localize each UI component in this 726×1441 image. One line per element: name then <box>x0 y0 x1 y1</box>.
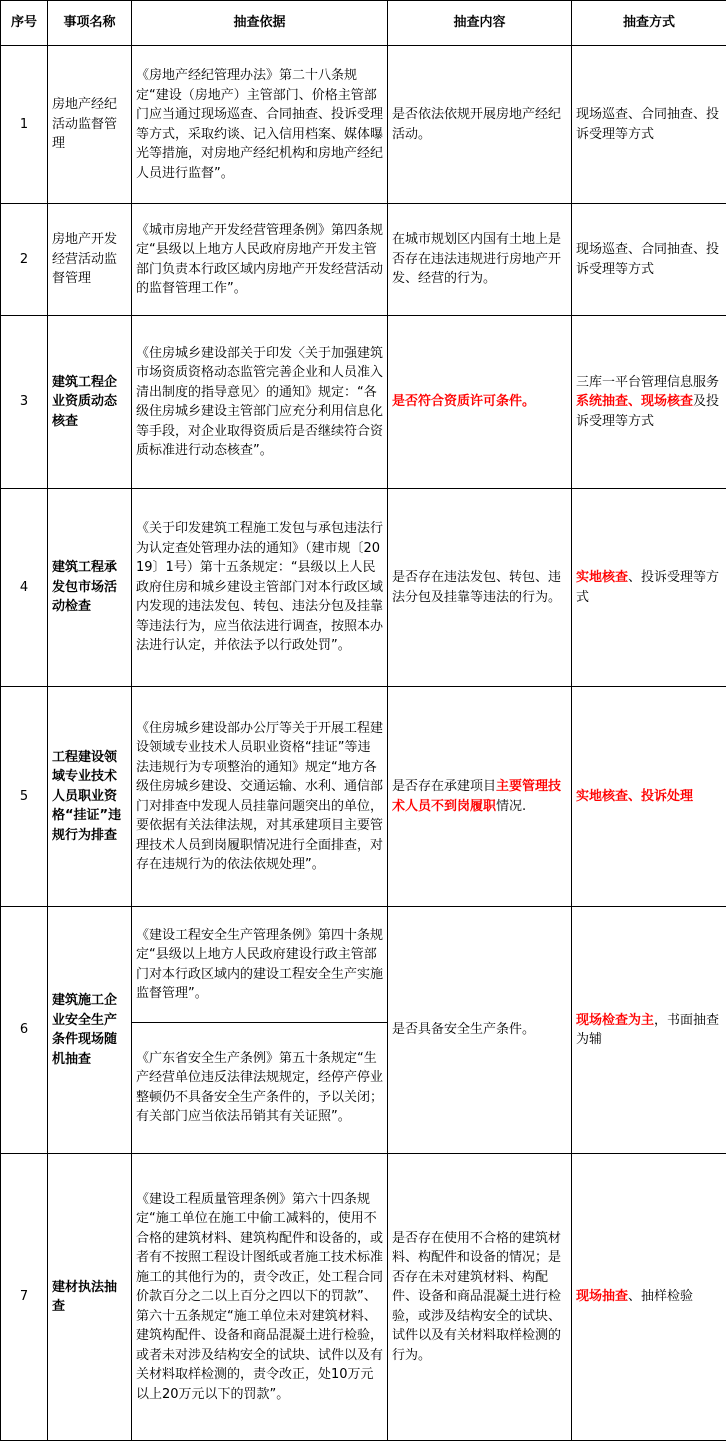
table-row <box>1 1154 726 1441</box>
row-method <box>572 907 726 1154</box>
row-name: 房地产经纪活动监督管理 <box>48 46 132 204</box>
row-no: 2 <box>1 204 48 316</box>
row-content <box>388 687 572 907</box>
row-no: 7 <box>1 1154 48 1441</box>
row-content: 是否具备安全生产条件。 <box>388 907 572 1154</box>
row-basis: 《住房城乡建设部关于印发〈关于加强建筑市场资质资格动态监管完善企业和人员准入清出制度的指导意见〉的通知》规定：“各级住房城乡建设主管部门应充分利用信息化等手段，对企业取得资质后是否继续符合资质标准进行动态核查”。 <box>132 316 388 489</box>
table-header-row <box>1 1 726 46</box>
method-text: 、抽样检验 <box>628 1289 694 1305</box>
row-no: 6 <box>1 907 48 1154</box>
table-row <box>1 46 726 204</box>
table-row <box>1 687 726 907</box>
table-row <box>1 204 726 316</box>
header-no: 序号 <box>1 1 48 46</box>
table-row <box>1 316 726 489</box>
method-highlight: 现场抽查 <box>576 1289 629 1305</box>
row-content: 是否符合资质许可条件。 <box>388 316 572 489</box>
row-name: 建筑工程企业资质动态核查 <box>48 316 132 489</box>
row-content: 是否存在违法发包、转包、违法分包及挂靠等违法的行为。 <box>388 489 572 687</box>
row-name: 建筑工程承发包市场活动检查 <box>48 489 132 687</box>
row-no: 4 <box>1 489 48 687</box>
row-content: 是否依法依规开展房地产经纪活动。 <box>388 46 572 204</box>
method-text: 、投诉受理等方式 <box>576 570 720 605</box>
content-highlight: 主要管理技术人员不到岗履职 <box>392 779 562 814</box>
header-content: 抽查内容 <box>388 1 572 46</box>
content-text: 是否存在承建项目 <box>392 779 497 794</box>
basis-top-text: 《建设工程安全生产管理条例》第四十条规定“县级以上地方人民政府建设行政主管部门对本行政区域内的建设工程安全生产实施监督管理”。 <box>136 927 384 1001</box>
header-basis: 抽查依据 <box>132 1 388 46</box>
row-no: 5 <box>1 687 48 907</box>
row-name: 建材执法抽查 <box>48 1154 132 1441</box>
row-name: 建筑施工企业安全生产条件现场随机抽查 <box>48 907 132 1154</box>
row-method: 实地核查、投诉处理 <box>572 687 726 907</box>
basis-bottom-text: 《广东省安全生产条例》第五十条规定“生产经营单位违反法律法规规定，经停产停业整顿仍不具备安全生产条件的，予以关闭；有关部门应当依法吊销其有关证照”。 <box>136 1050 384 1124</box>
row-no: 3 <box>1 316 48 489</box>
row-basis: 《房地产经纪管理办法》第二十八条规定“建设（房地产）主管部门、价格主管部门应当通过现场巡查、合同抽查、投诉受理等方式，采取约谈、记入信用档案、媒体曝光等措施，对房地产经纪机构和房地产经纪人员进行监督”。 <box>132 46 388 204</box>
row-content: 是否存在使用不合格的建筑材料、构配件和设备的情况；是否存在未对建筑材料、构配件、设备和商品混凝土进行检验，或涉及结构安全的试块、试件以及有关材料取样检测的行为。 <box>388 1154 572 1441</box>
content-text: 情况. <box>496 798 527 814</box>
basis-part-bottom <box>132 1023 387 1153</box>
row-basis <box>132 907 388 1154</box>
method-highlight: 现场检查为主 <box>576 1012 655 1028</box>
method-text: ，书面抽查为辅 <box>576 1012 720 1047</box>
method-highlight: 系统抽查、现场核查 <box>576 394 694 410</box>
row-content: 在城市规划区内国有土地上是否存在违法违规进行房地产开发、经营的行为。 <box>388 204 572 316</box>
header-name: 事项名称 <box>48 1 132 46</box>
row-method: 现场巡查、合同抽查、投诉受理等方式 <box>572 46 726 204</box>
row-name: 房地产开发经营活动监督管理 <box>48 204 132 316</box>
row-basis: 《住房城乡建设部办公厅等关于开展工程建设领域专业技术人员职业资格“挂证”等违法违规行为专项整治的通知》规定“地方各级住房城乡建设、交通运输、水利、通信部门对排查中发现人员挂靠问题突出的单位，要依据有关法律法规，对其承建项目主要管理技术人员到岗履职情况进行全面排查，对存在违规行为的依法依规处理”。 <box>132 687 388 907</box>
header-method: 抽查方式 <box>572 1 726 46</box>
basis-part-top <box>132 908 387 1023</box>
row-method <box>572 489 726 687</box>
table-row <box>1 489 726 687</box>
row-method <box>572 316 726 489</box>
method-highlight: 实地核查 <box>576 570 629 585</box>
row-basis: 《关于印发建筑工程施工发包与承包违法行为认定查处管理办法的通知》（建市规〔2019〕1号）第十五条规定：“县级以上人民政府住房和城乡建设主管部门对本行政区域内发现的违法发包、转包、违法分包及挂靠等违法行为，应当依法进行调查，按照本办法进行认定，并依法予以行政处罚”。 <box>132 489 388 687</box>
row-name: 工程建设领域专业技术人员职业资格“挂证”违规行为排查 <box>48 687 132 907</box>
row-basis: 《建设工程质量管理条例》第六十四条规定“施工单位在施工中偷工减料的，使用不合格的建筑材料、建筑构配件和设备的，或者有不按照工程设计图纸或者施工技术标准施工的其他行为的，责令改正，处工程合同价款百分之二以上百分之四以下的罚款”、第六十五条规定“施工单位未对建筑材料、建筑构配件、设备和商品混凝土进行检验，或者未对涉及结构安全的试块、试件以及有关材料取样检测的，责令改正，处10万元以上20万元以下的罚款”。 <box>132 1154 388 1441</box>
method-text: 及投诉受理等方式 <box>576 394 720 429</box>
row-no: 1 <box>1 46 48 204</box>
row-method <box>572 1154 726 1441</box>
method-text: 三库一平台管理信息服务 <box>576 374 720 390</box>
table-row <box>1 907 726 1154</box>
row-method: 现场巡查、合同抽查、投诉受理等方式 <box>572 204 726 316</box>
row-basis: 《城市房地产开发经营管理条例》第四条规定“县级以上地方人民政府房地产开发主管部门负责本行政区域内房地产开发经营活动的监督管理工作”。 <box>132 204 388 316</box>
